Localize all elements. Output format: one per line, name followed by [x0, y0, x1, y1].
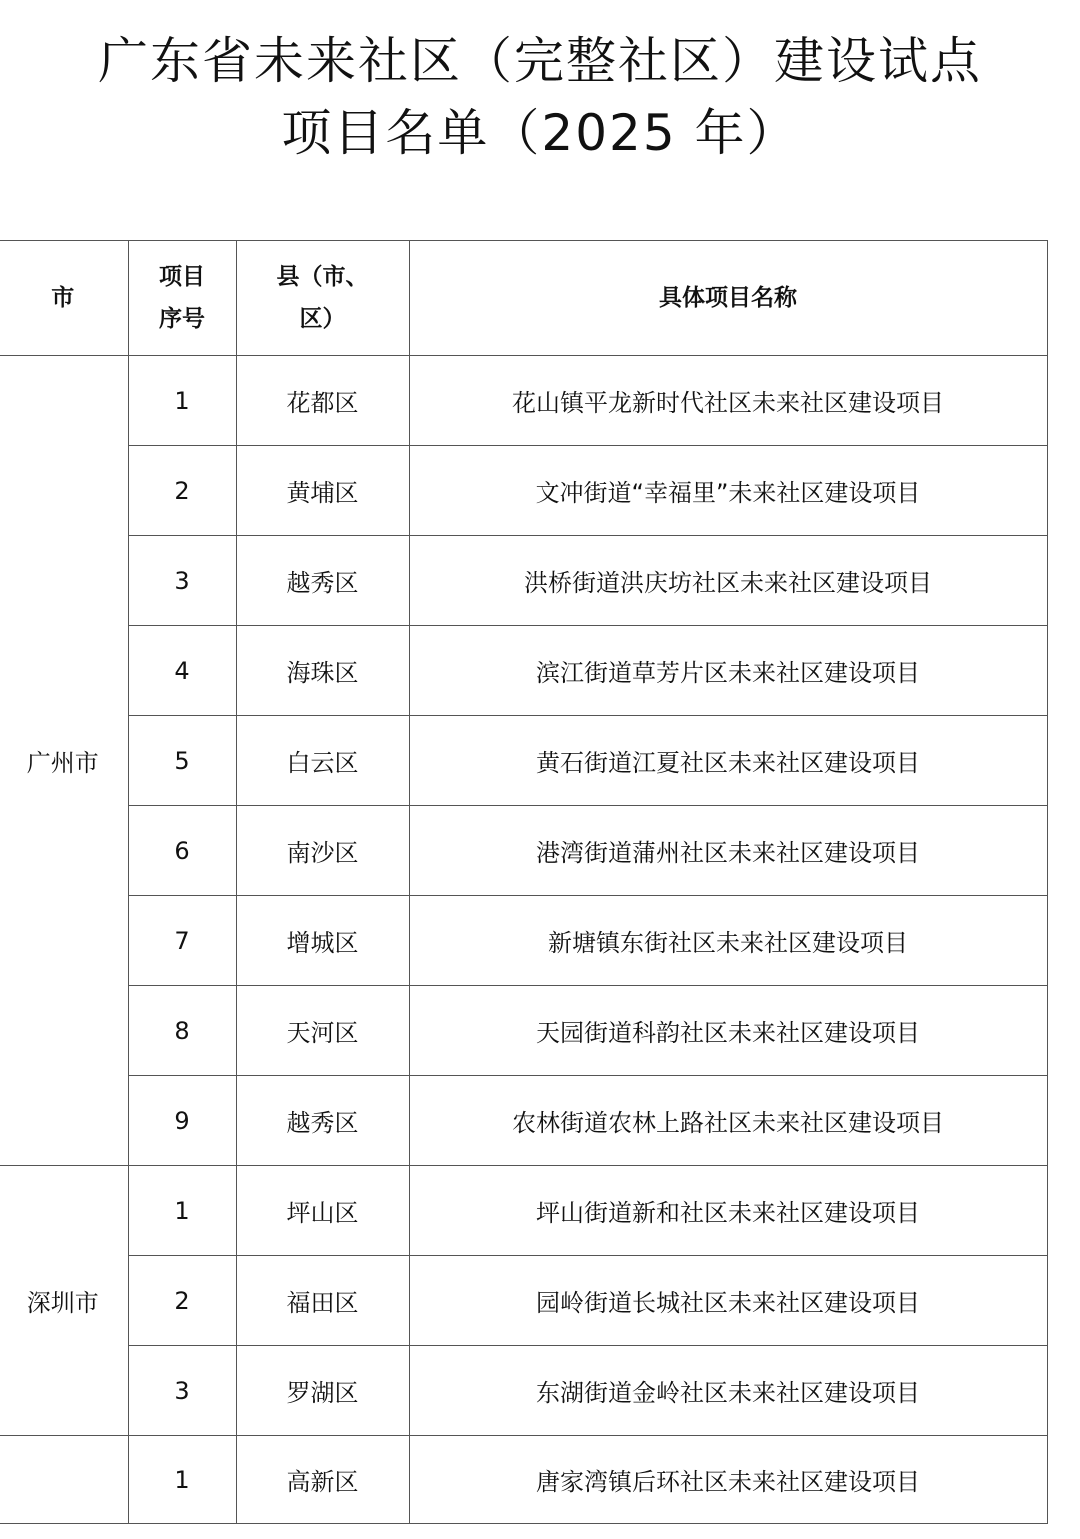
document-title-line-1: 广东省未来社区（完整社区）建设试点: [98, 32, 982, 90]
table-row: [0, 1256, 1047, 1346]
county-cell: 增城区: [236, 896, 409, 986]
seq-cell: 3: [128, 1346, 236, 1436]
seq-cell: 7: [128, 896, 236, 986]
header-seq: 项目 序号: [128, 241, 236, 356]
project-name-cell: 农林街道农林上路社区未来社区建设项目: [409, 1076, 1047, 1166]
document-title-line-2: 项目名单（2025 年）: [281, 104, 799, 162]
seq-cell: 1: [128, 1436, 236, 1524]
table-row: [0, 1346, 1047, 1436]
county-cell: 花都区: [236, 356, 409, 446]
seq-cell: 2: [128, 1256, 236, 1346]
project-name-cell: 新塘镇东街社区未来社区建设项目: [409, 896, 1047, 986]
seq-cell: 8: [128, 986, 236, 1076]
city-cell-shenzhen: 深圳市: [0, 1166, 128, 1436]
project-name-cell: 文冲街道“幸福里”未来社区建设项目: [409, 446, 1047, 536]
project-name-cell: 唐家湾镇后环社区未来社区建设项目: [409, 1436, 1047, 1524]
project-name-cell: 园岭街道长城社区未来社区建设项目: [409, 1256, 1047, 1346]
city-cell: [0, 1436, 128, 1524]
county-cell: 福田区: [236, 1256, 409, 1346]
county-cell: 高新区: [236, 1436, 409, 1524]
table-row: [0, 1166, 1047, 1256]
project-name-cell: 东湖街道金岭社区未来社区建设项目: [409, 1346, 1047, 1436]
table-row: [0, 1076, 1047, 1166]
seq-cell: 6: [128, 806, 236, 896]
table-row: [0, 806, 1047, 896]
seq-cell: 3: [128, 536, 236, 626]
project-name-cell: 滨江街道草芳片区未来社区建设项目: [409, 626, 1047, 716]
project-name-cell: 花山镇平龙新时代社区未来社区建设项目: [409, 356, 1047, 446]
project-list-table: [0, 240, 1048, 1524]
county-cell: 白云区: [236, 716, 409, 806]
seq-cell: 1: [128, 1166, 236, 1256]
table-row: [0, 356, 1047, 446]
table-row: [0, 1436, 1047, 1524]
county-cell: 坪山区: [236, 1166, 409, 1256]
county-cell: 海珠区: [236, 626, 409, 716]
county-cell: 南沙区: [236, 806, 409, 896]
seq-cell: 1: [128, 356, 236, 446]
project-name-cell: 港湾街道蒲州社区未来社区建设项目: [409, 806, 1047, 896]
project-name-cell: 坪山街道新和社区未来社区建设项目: [409, 1166, 1047, 1256]
table-row: [0, 716, 1047, 806]
header-project-name: 具体项目名称: [409, 241, 1047, 356]
table-row: [0, 626, 1047, 716]
seq-cell: 9: [128, 1076, 236, 1166]
seq-cell: 2: [128, 446, 236, 536]
county-cell: 罗湖区: [236, 1346, 409, 1436]
city-cell-guangzhou: 广州市: [0, 356, 128, 1166]
project-name-cell: 黄石街道江夏社区未来社区建设项目: [409, 716, 1047, 806]
county-cell: 天河区: [236, 986, 409, 1076]
table-row: [0, 446, 1047, 536]
seq-cell: 5: [128, 716, 236, 806]
header-county: 县（市、 区）: [236, 241, 409, 356]
county-cell: 黄埔区: [236, 446, 409, 536]
header-city: 市: [0, 241, 128, 356]
table-header-row: [0, 241, 1047, 356]
table-row: [0, 986, 1047, 1076]
seq-cell: 4: [128, 626, 236, 716]
county-cell: 越秀区: [236, 1076, 409, 1166]
table-row: [0, 536, 1047, 626]
project-name-cell: 天园街道科韵社区未来社区建设项目: [409, 986, 1047, 1076]
county-cell: 越秀区: [236, 536, 409, 626]
table-row: [0, 896, 1047, 986]
project-name-cell: 洪桥街道洪庆坊社区未来社区建设项目: [409, 536, 1047, 626]
